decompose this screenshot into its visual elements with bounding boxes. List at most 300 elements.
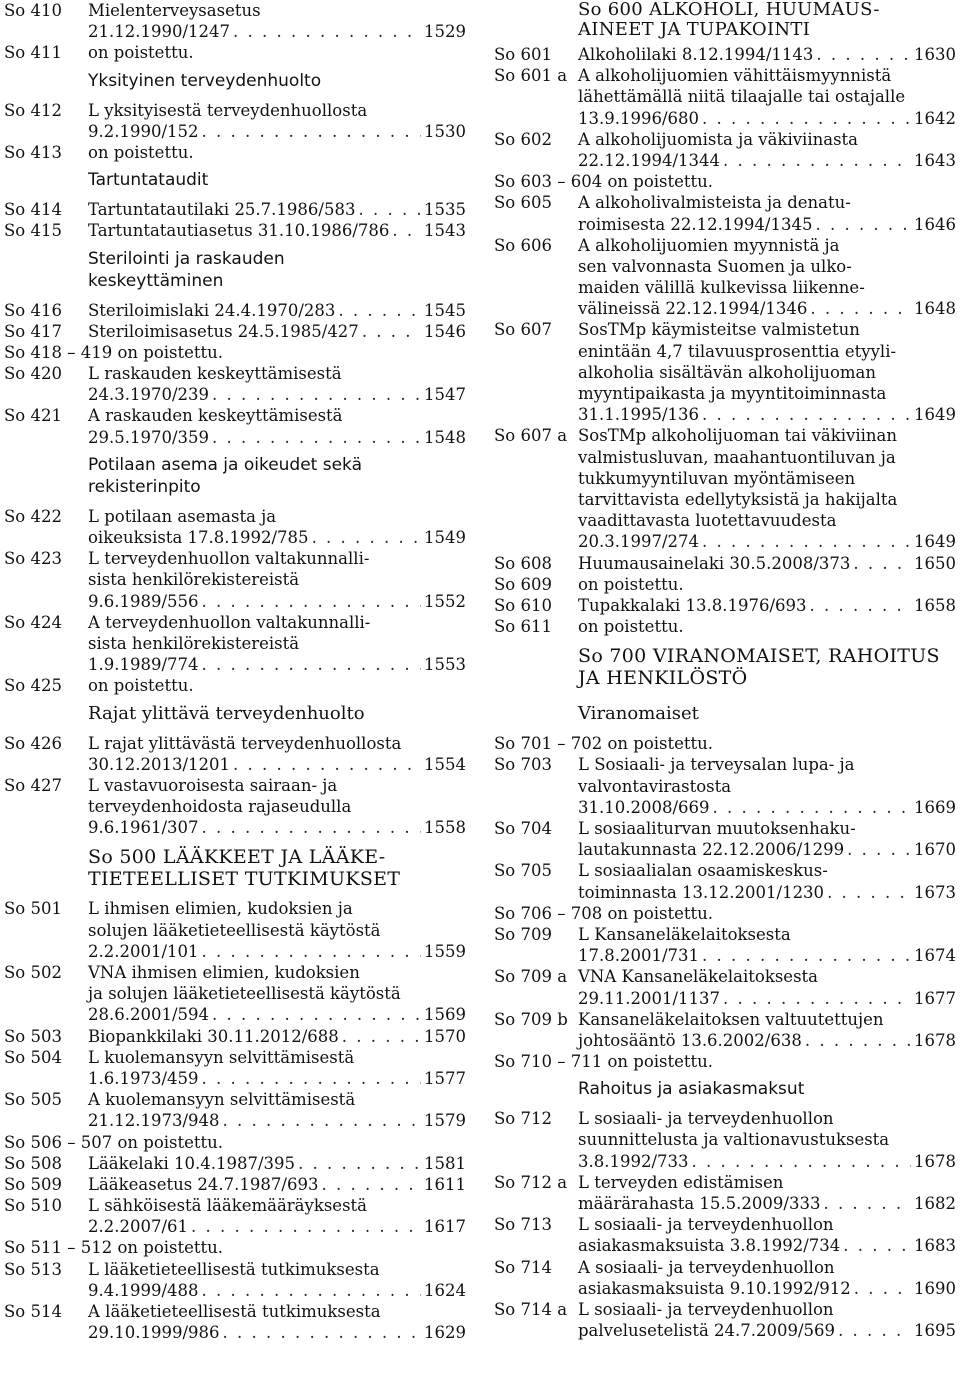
entry-line bbox=[4, 796, 466, 817]
entry-line bbox=[494, 1214, 956, 1235]
dotted-reference bbox=[578, 1193, 956, 1214]
dot-leader bbox=[810, 298, 911, 319]
index-entry bbox=[494, 553, 956, 574]
dotted-reference bbox=[578, 839, 956, 860]
section-heading-line: Sterilointi ja raskauden bbox=[88, 248, 285, 269]
page-number: 1570 bbox=[424, 1026, 466, 1046]
dotted-reference bbox=[88, 1153, 466, 1174]
section-heading bbox=[494, 0, 956, 44]
entry-text: A alkoholijuomien myynnistä ja bbox=[578, 235, 840, 255]
dotted-reference bbox=[578, 553, 956, 574]
index-entry bbox=[494, 425, 956, 552]
page-number: 1678 bbox=[914, 1151, 956, 1171]
entry-line bbox=[4, 675, 466, 696]
dotted-reference bbox=[578, 882, 956, 903]
page-number: 1577 bbox=[424, 1068, 466, 1088]
entry-code: So 420 bbox=[4, 364, 62, 384]
entry-line bbox=[494, 362, 956, 383]
entry-line bbox=[494, 1030, 956, 1051]
section-heading-line: JA HENKILÖSTÖ bbox=[578, 667, 748, 690]
page-number: 1581 bbox=[424, 1153, 466, 1173]
entry-line bbox=[494, 924, 956, 945]
page-number: 1695 bbox=[914, 1321, 956, 1341]
entry-line bbox=[4, 920, 466, 941]
index-entry bbox=[4, 300, 466, 321]
entry-reference: 3.8.1992/733 bbox=[578, 1151, 689, 1171]
page-number: 1624 bbox=[424, 1280, 466, 1300]
entry-text: alkoholia sisältävän alkoholijuoman bbox=[578, 362, 877, 382]
entry-line bbox=[4, 733, 466, 754]
entry-reference: Tartuntatautiasetus 31.10.1986/786 bbox=[88, 221, 390, 241]
index-entry bbox=[494, 754, 956, 818]
dotted-reference bbox=[578, 404, 956, 425]
removed-range bbox=[494, 733, 956, 754]
entry-code: So 601 bbox=[494, 45, 552, 64]
dot-leader bbox=[233, 754, 421, 775]
entry-reference: määrärahasta 15.5.2009/333 bbox=[578, 1194, 821, 1213]
dotted-reference bbox=[88, 654, 466, 675]
page-number: 1547 bbox=[424, 385, 466, 405]
entry-line bbox=[4, 1216, 466, 1237]
entry-reference: roimisesta 22.12.1994/1345 bbox=[578, 214, 813, 234]
dotted-reference bbox=[578, 1278, 956, 1299]
entry-text: sista henkilörekistereistä bbox=[88, 633, 300, 653]
section-heading bbox=[4, 242, 466, 300]
entry-code: So 712 bbox=[494, 1109, 552, 1129]
page-number: 1559 bbox=[424, 941, 466, 961]
index-entry bbox=[494, 1214, 956, 1256]
entry-line bbox=[4, 1047, 466, 1068]
removed-range-text: So 603 – 604 on poistettu. bbox=[494, 172, 714, 192]
entry-reference: 29.5.1970/359 bbox=[88, 427, 210, 447]
entry-line bbox=[494, 553, 956, 574]
index-entry bbox=[4, 1301, 466, 1343]
entry-line bbox=[4, 754, 466, 775]
entry-text: Mielenterveysasetus bbox=[88, 1, 261, 20]
dot-leader bbox=[223, 1110, 421, 1131]
entry-code: So 424 bbox=[4, 612, 62, 632]
entry-line bbox=[494, 319, 956, 340]
entry-code: So 606 bbox=[494, 235, 552, 255]
dotted-reference bbox=[578, 1320, 956, 1341]
dot-leader bbox=[202, 1280, 421, 1301]
dot-leader bbox=[212, 427, 421, 448]
page-number: 1548 bbox=[424, 427, 466, 447]
section-heading-line: Rajat ylittävä terveydenhuolto bbox=[88, 702, 365, 724]
page-number: 1683 bbox=[914, 1236, 956, 1256]
page-number: 1658 bbox=[914, 595, 956, 615]
index-entry bbox=[494, 616, 956, 637]
dotted-reference bbox=[88, 1174, 466, 1195]
dot-leader bbox=[723, 988, 911, 1009]
entry-text: A terveydenhuollon valtakunnalli- bbox=[88, 612, 371, 632]
entry-line bbox=[494, 256, 956, 277]
entry-line bbox=[494, 860, 956, 881]
index-entry bbox=[4, 405, 466, 447]
entry-line bbox=[494, 214, 956, 235]
entry-line bbox=[494, 818, 956, 839]
entry-line bbox=[4, 142, 466, 163]
index-entry bbox=[4, 1026, 466, 1047]
entry-reference: Tupakkalaki 13.8.1976/693 bbox=[578, 595, 807, 615]
entry-code: So 413 bbox=[4, 142, 62, 162]
entry-reference: 1.9.1989/774 bbox=[88, 655, 199, 675]
index-entry bbox=[4, 775, 466, 839]
entry-line bbox=[4, 199, 466, 220]
section-heading bbox=[494, 697, 956, 733]
dotted-reference bbox=[88, 321, 466, 342]
entry-line bbox=[4, 983, 466, 1004]
entry-text: L yksityisestä terveydenhuollosta bbox=[88, 100, 368, 120]
entry-text: A alkoholivalmisteista ja denatu- bbox=[578, 193, 851, 213]
dotted-reference bbox=[88, 1110, 466, 1131]
entry-reference: Steriloimislaki 24.4.1970/283 bbox=[88, 300, 336, 320]
entry-code: So 505 bbox=[4, 1090, 62, 1110]
entry-line bbox=[4, 363, 466, 384]
entry-line bbox=[494, 425, 956, 446]
index-entry bbox=[494, 1172, 956, 1214]
entry-line bbox=[494, 468, 956, 489]
dot-leader bbox=[702, 531, 911, 552]
entry-code: So 415 bbox=[4, 221, 62, 241]
entry-line bbox=[494, 489, 956, 510]
entry-reference: 2.2.2001/101 bbox=[88, 941, 199, 961]
entry-text: lähettämällä niitä tilaajalle tai ostajalle bbox=[578, 87, 906, 107]
entry-line bbox=[494, 1129, 956, 1150]
section-heading bbox=[4, 163, 466, 199]
entry-line bbox=[4, 321, 466, 342]
entry-reference: 29.11.2001/1137 bbox=[578, 988, 721, 1008]
section-heading-line: AINEET JA TUPAKOINTI bbox=[578, 19, 811, 40]
removed-range-text: So 706 – 708 on poistettu. bbox=[494, 903, 714, 923]
page-number: 1552 bbox=[424, 591, 466, 611]
entry-text: L Sosiaali- ja terveysalan lupa- ja bbox=[578, 755, 855, 775]
section-heading-line: rekisterinpito bbox=[88, 476, 201, 497]
dot-leader bbox=[713, 797, 911, 818]
entry-line bbox=[4, 591, 466, 612]
entry-code: So 423 bbox=[4, 549, 62, 569]
entry-text: on poistettu. bbox=[88, 142, 194, 162]
section-heading-line: Yksityinen terveydenhuolto bbox=[88, 70, 322, 91]
removed-range bbox=[4, 342, 466, 363]
entry-line bbox=[494, 1009, 956, 1030]
dot-leader bbox=[358, 199, 421, 220]
entry-text: valmistusluvan, maahantuontiluvan ja bbox=[578, 447, 896, 467]
entry-text: vaadittavasta luotettavuudesta bbox=[578, 511, 837, 531]
entry-line bbox=[4, 569, 466, 590]
dot-leader bbox=[827, 882, 911, 903]
dot-leader bbox=[702, 108, 911, 129]
dot-leader bbox=[298, 1153, 421, 1174]
entry-code: So 412 bbox=[4, 100, 62, 120]
index-entry bbox=[494, 44, 956, 65]
index-entry bbox=[4, 506, 466, 548]
entry-line bbox=[494, 754, 956, 775]
entry-code: So 607 a bbox=[494, 426, 568, 446]
dotted-reference bbox=[578, 1030, 956, 1051]
page-number: 1678 bbox=[914, 1030, 956, 1050]
entry-reference: Tartuntatautilaki 25.7.1986/583 bbox=[88, 200, 356, 220]
entry-line bbox=[4, 1153, 466, 1174]
entry-reference: asiakasmaksuista 3.8.1992/734 bbox=[578, 1236, 841, 1256]
page-number: 1569 bbox=[424, 1005, 466, 1025]
entry-code: So 514 bbox=[4, 1302, 62, 1321]
entry-reference: välineissä 22.12.1994/1346 bbox=[578, 299, 808, 319]
entry-text: VNA ihmisen elimien, kudoksien bbox=[88, 963, 360, 982]
index-entry bbox=[494, 319, 956, 425]
dot-leader bbox=[202, 591, 421, 612]
entry-code: So 709 a bbox=[494, 967, 568, 987]
entry-code: So 502 bbox=[4, 963, 62, 982]
index-entry bbox=[494, 192, 956, 234]
entry-text: A alkoholijuomien vähittäismyynnistä bbox=[578, 66, 892, 86]
entry-line bbox=[494, 882, 956, 903]
entry-text: on poistettu. bbox=[578, 617, 684, 637]
section-heading-line: So 600 ALKOHOLI, HUUMAUS- bbox=[578, 0, 880, 20]
dot-leader bbox=[853, 553, 911, 574]
entry-text: on poistettu. bbox=[88, 676, 194, 696]
dot-leader bbox=[233, 21, 421, 42]
entry-line bbox=[494, 1299, 956, 1320]
dotted-reference bbox=[88, 817, 466, 838]
entry-code: So 709 bbox=[494, 924, 552, 944]
entry-text: L sähköisestä lääkemääräyksestä bbox=[88, 1196, 368, 1216]
page-number: 1546 bbox=[424, 321, 466, 341]
section-heading bbox=[4, 838, 466, 898]
entry-reference: palvelusetelistä 24.7.2009/569 bbox=[578, 1321, 836, 1341]
entry-line bbox=[4, 633, 466, 654]
dotted-reference bbox=[88, 754, 466, 775]
index-entry bbox=[4, 733, 466, 775]
section-heading-line: keskeyttäminen bbox=[88, 270, 224, 291]
dot-leader bbox=[723, 150, 911, 171]
dotted-reference bbox=[88, 220, 466, 241]
dot-leader bbox=[815, 214, 911, 235]
entry-code: So 712 a bbox=[494, 1172, 568, 1192]
entry-line bbox=[4, 898, 466, 919]
entry-line bbox=[4, 612, 466, 633]
entry-line bbox=[4, 1280, 466, 1301]
entry-text: terveydenhoidosta rajaseudulla bbox=[88, 797, 352, 817]
entry-reference: Lääkelaki 10.4.1987/395 bbox=[88, 1153, 296, 1173]
entry-code: So 513 bbox=[4, 1259, 62, 1279]
section-heading bbox=[4, 448, 466, 506]
index-entry bbox=[4, 321, 466, 342]
dot-leader bbox=[702, 404, 911, 425]
page-number: 1673 bbox=[914, 882, 956, 902]
entry-line bbox=[494, 1278, 956, 1299]
dotted-reference bbox=[88, 21, 466, 42]
dotted-reference bbox=[88, 1280, 466, 1301]
removed-range-text: So 710 – 711 on poistettu. bbox=[494, 1052, 714, 1072]
index-entry bbox=[4, 0, 466, 42]
index-entry bbox=[494, 818, 956, 860]
removed-range-text: So 506 – 507 on poistettu. bbox=[4, 1132, 224, 1152]
entry-reference: 13.9.1996/680 bbox=[578, 108, 700, 128]
entry-code: So 609 bbox=[494, 574, 552, 594]
entry-text: L vastavuoroisesta sairaan- ja bbox=[88, 775, 338, 795]
entry-code: So 503 bbox=[4, 1026, 62, 1046]
entry-reference: 24.3.1970/239 bbox=[88, 385, 210, 405]
section-heading-line: Rahoitus ja asiakasmaksut bbox=[578, 1079, 805, 1100]
index-entry bbox=[4, 1259, 466, 1301]
dot-leader bbox=[362, 321, 421, 342]
page-number: 1545 bbox=[424, 300, 466, 320]
section-heading bbox=[4, 697, 466, 733]
index-entry bbox=[494, 966, 956, 1008]
entry-reference: 21.12.1973/948 bbox=[88, 1111, 220, 1131]
index-entry bbox=[494, 1108, 956, 1172]
entry-reference: asiakasmaksuista 9.10.1992/912 bbox=[578, 1278, 851, 1298]
entry-code: So 417 bbox=[4, 321, 62, 341]
dot-leader bbox=[202, 941, 421, 962]
dotted-reference bbox=[88, 121, 466, 142]
entry-text: valvontavirastosta bbox=[578, 776, 732, 796]
entry-reference: 9.2.1990/152 bbox=[88, 121, 199, 141]
page-number: 1649 bbox=[914, 405, 956, 425]
entry-line bbox=[4, 1089, 466, 1110]
entry-code: So 714 a bbox=[494, 1299, 568, 1319]
entry-reference: 1.6.1973/459 bbox=[88, 1068, 199, 1088]
entry-reference: 29.10.1999/986 bbox=[88, 1323, 220, 1343]
entry-text: L sosiaali- ja terveydenhuollon bbox=[578, 1299, 834, 1319]
index-entry bbox=[4, 898, 466, 962]
entry-line bbox=[4, 1301, 466, 1322]
entry-reference: 28.6.2001/594 bbox=[88, 1005, 210, 1025]
entry-line bbox=[494, 129, 956, 150]
page-number: 1648 bbox=[914, 299, 956, 319]
entry-line bbox=[4, 1026, 466, 1047]
dot-leader bbox=[854, 1278, 911, 1299]
page-number: 1690 bbox=[914, 1278, 956, 1298]
page-number: 1629 bbox=[424, 1323, 466, 1343]
entry-text: solujen lääketieteellisestä käytöstä bbox=[88, 920, 381, 940]
entry-text: L kuolemansyyn selvittämisestä bbox=[88, 1047, 355, 1067]
entry-code: So 509 bbox=[4, 1174, 62, 1194]
left-column bbox=[4, 0, 466, 1343]
entry-line bbox=[4, 21, 466, 42]
dotted-reference bbox=[88, 591, 466, 612]
entry-line bbox=[494, 966, 956, 987]
entry-code: So 421 bbox=[4, 406, 62, 426]
dot-leader bbox=[212, 1004, 421, 1025]
entry-line bbox=[4, 1195, 466, 1216]
entry-text: Kansaneläkelaitoksen valtuutettujen bbox=[578, 1009, 884, 1029]
entry-line bbox=[494, 108, 956, 129]
entry-code: So 427 bbox=[4, 775, 62, 795]
index-entry bbox=[4, 42, 466, 63]
entry-text: L sosiaalialan osaamiskeskus- bbox=[578, 861, 828, 881]
index-entry bbox=[494, 1009, 956, 1051]
entry-text: L rajat ylittävästä terveydenhuollosta bbox=[88, 733, 402, 753]
page-number: 1530 bbox=[424, 121, 466, 141]
entry-text: enintään 4,7 tilavuusprosenttia etyyli- bbox=[578, 341, 897, 361]
page-number: 1558 bbox=[424, 818, 466, 838]
section-heading-line: Viranomaiset bbox=[578, 703, 699, 725]
entry-reference: 22.12.1994/1344 bbox=[578, 150, 721, 170]
dotted-reference bbox=[578, 595, 956, 616]
entry-code: So 416 bbox=[4, 300, 62, 320]
entry-line bbox=[494, 1108, 956, 1129]
dot-leader bbox=[338, 300, 421, 321]
dot-leader bbox=[202, 817, 421, 838]
entry-line bbox=[494, 150, 956, 171]
entry-line bbox=[4, 527, 466, 548]
entry-code: So 705 bbox=[494, 861, 552, 881]
entry-code: So 605 bbox=[494, 193, 552, 213]
entry-reference: 9.6.1961/307 bbox=[88, 818, 199, 838]
entry-reference: johtosääntö 13.6.2002/638 bbox=[578, 1030, 802, 1050]
entry-reference: oikeuksista 17.8.1992/785 bbox=[88, 528, 309, 547]
entry-line bbox=[494, 192, 956, 213]
dot-leader bbox=[816, 44, 911, 65]
page-number: 1543 bbox=[424, 221, 466, 241]
entry-code: So 714 bbox=[494, 1257, 552, 1277]
index-entry bbox=[494, 574, 956, 595]
dot-leader bbox=[847, 839, 911, 860]
entry-code: So 602 bbox=[494, 129, 552, 149]
entry-reference: Biopankkilaki 30.11.2012/688 bbox=[88, 1026, 339, 1046]
entry-line bbox=[4, 817, 466, 838]
entry-code: So 713 bbox=[494, 1215, 552, 1235]
dotted-reference bbox=[88, 384, 466, 405]
entry-text: VNA Kansaneläkelaitoksesta bbox=[578, 967, 818, 987]
entry-text: L terveyden edistämisen bbox=[578, 1172, 784, 1192]
entry-line bbox=[4, 42, 466, 63]
dot-leader bbox=[392, 220, 421, 241]
entry-code: So 410 bbox=[4, 1, 62, 20]
section-heading-line: So 700 VIRANOMAISET, RAHOITUS bbox=[578, 645, 940, 668]
entry-line bbox=[4, 1110, 466, 1131]
dot-leader bbox=[823, 1193, 911, 1214]
entry-line bbox=[4, 220, 466, 241]
entry-line bbox=[494, 574, 956, 595]
entry-text: tarvittavista edellytyksistä ja hakijalta bbox=[578, 489, 898, 509]
index-entry bbox=[4, 1153, 466, 1174]
entry-reference: Alkoholilaki 8.12.1994/1143 bbox=[578, 45, 814, 64]
index-entry bbox=[494, 235, 956, 320]
entry-text: A lääketieteellisestä tutkimuksesta bbox=[88, 1302, 381, 1321]
entry-code: So 611 bbox=[494, 617, 552, 637]
entry-code: So 504 bbox=[4, 1047, 62, 1067]
dot-leader bbox=[223, 1322, 421, 1343]
entry-code: So 425 bbox=[4, 676, 62, 696]
entry-line bbox=[4, 548, 466, 569]
page-number: 1677 bbox=[914, 988, 956, 1008]
entry-text: L Kansaneläkelaitoksesta bbox=[578, 924, 791, 944]
section-heading bbox=[494, 1072, 956, 1108]
removed-range bbox=[494, 903, 956, 924]
page-number: 1646 bbox=[914, 214, 956, 234]
dotted-reference bbox=[578, 797, 956, 818]
entry-line bbox=[494, 235, 956, 256]
dotted-reference bbox=[88, 1068, 466, 1089]
dotted-reference bbox=[88, 527, 466, 548]
index-entry bbox=[4, 548, 466, 612]
dotted-reference bbox=[578, 214, 956, 235]
entry-text: L sosiaali- ja terveydenhuollon bbox=[578, 1215, 834, 1235]
entry-line bbox=[4, 941, 466, 962]
section-heading bbox=[4, 64, 466, 100]
entry-code: So 411 bbox=[4, 43, 62, 63]
entry-text: myyntipaikasta ja myyntitoiminnasta bbox=[578, 384, 887, 403]
entry-code: So 601 a bbox=[494, 66, 568, 86]
removed-range-text: So 511 – 512 on poistettu. bbox=[4, 1238, 224, 1258]
entry-line bbox=[4, 121, 466, 142]
dot-leader bbox=[805, 1030, 911, 1051]
dotted-reference bbox=[88, 1026, 466, 1047]
entry-code: So 703 bbox=[494, 755, 552, 775]
